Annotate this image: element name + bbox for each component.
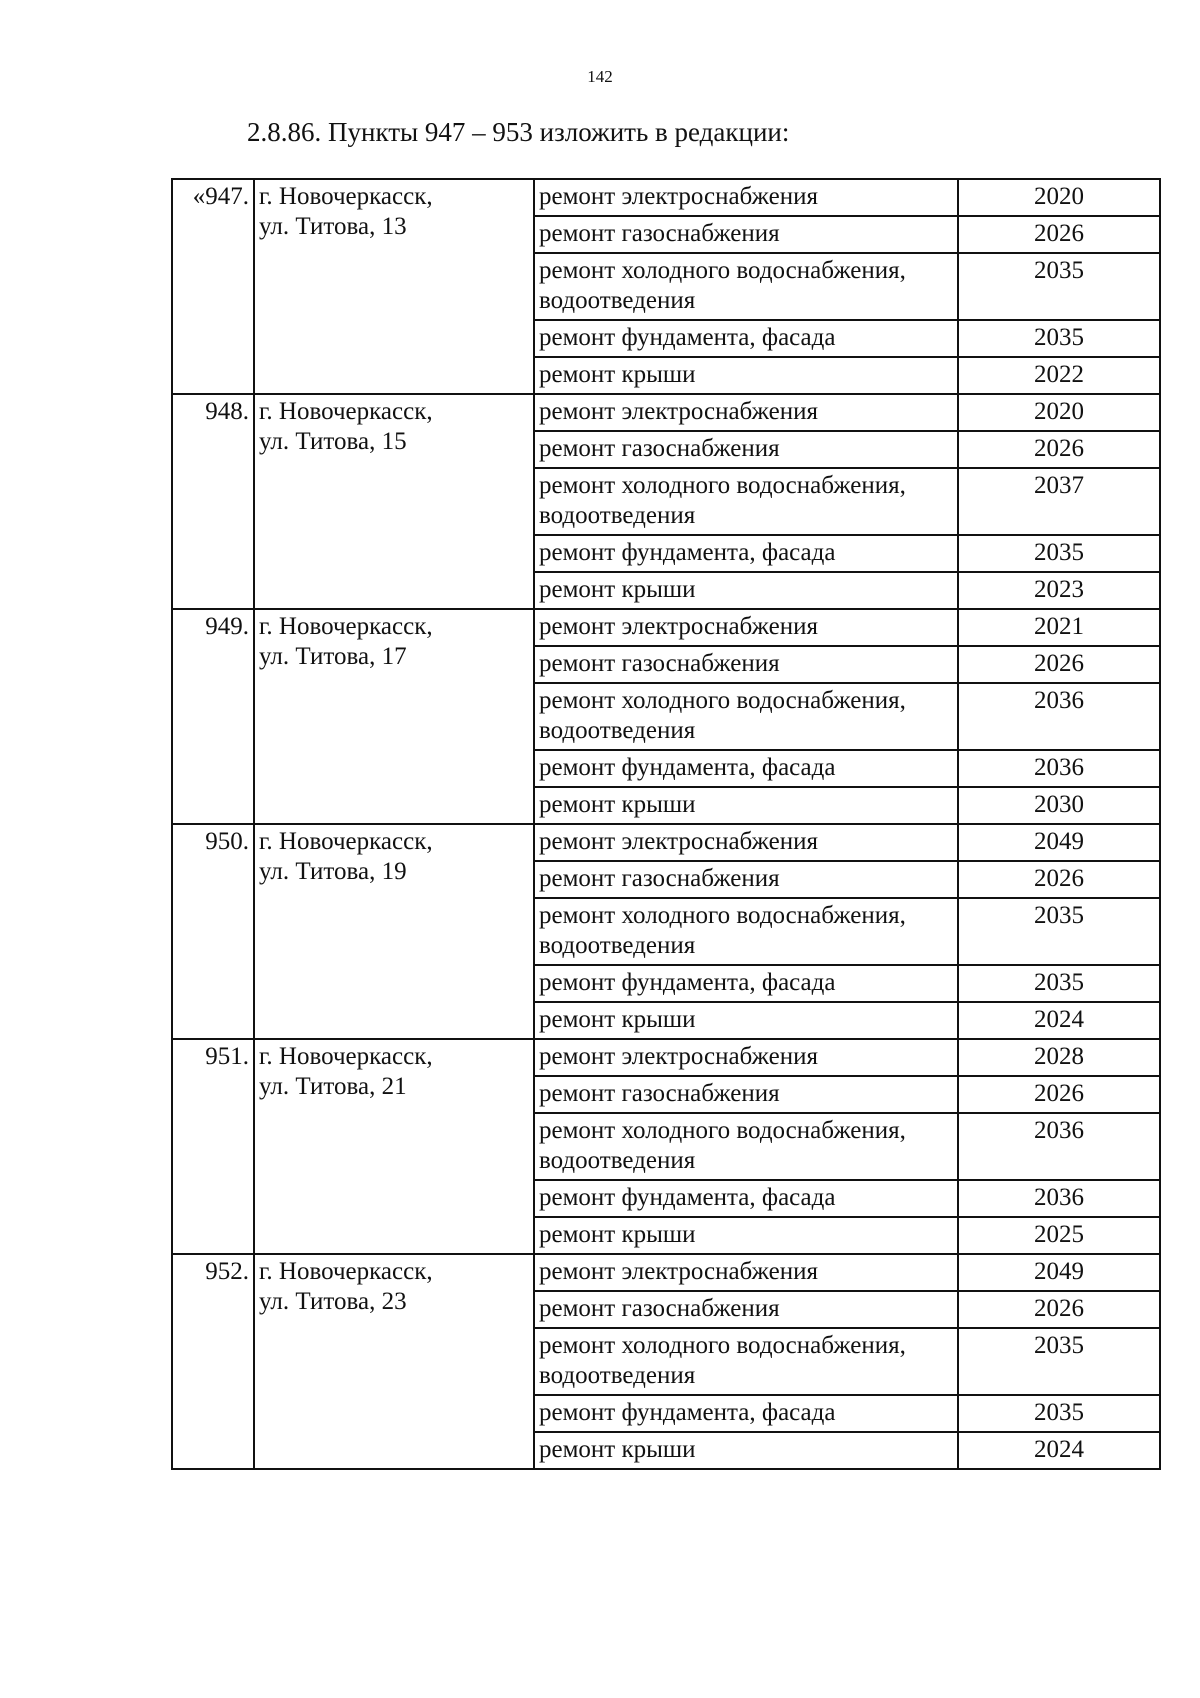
item-number: 952.: [172, 1254, 254, 1469]
work-year: 2023: [958, 572, 1160, 609]
item-address: [254, 609, 534, 824]
table-body: [172, 179, 1160, 1469]
address-city: г. Новочеркасск,: [259, 828, 433, 855]
work-year: 2035: [958, 320, 1160, 357]
work-type: ремонт фундамента, фасада: [534, 1395, 958, 1432]
work-year: 2024: [958, 1002, 1160, 1039]
work-type: ремонт холодного водоснабжения, водоотведения: [534, 1328, 958, 1395]
work-year: 2035: [958, 898, 1160, 965]
work-type: ремонт крыши: [534, 572, 958, 609]
work-year: 2049: [958, 1254, 1160, 1291]
work-year: 2026: [958, 646, 1160, 683]
work-type: ремонт электроснабжения: [534, 1254, 958, 1291]
work-type: ремонт холодного водоснабжения, водоотведения: [534, 468, 958, 535]
address-street: ул. Титова, 17: [259, 643, 407, 670]
work-year: 2037: [958, 468, 1160, 535]
work-year: 2035: [958, 965, 1160, 1002]
work-type: ремонт крыши: [534, 357, 958, 394]
address-city: г. Новочеркасск,: [259, 613, 433, 640]
address-city: г. Новочеркасск,: [259, 398, 433, 425]
address-street: ул. Титова, 21: [259, 1073, 407, 1100]
work-type: ремонт холодного водоснабжения, водоотведения: [534, 253, 958, 320]
work-type: ремонт газоснабжения: [534, 861, 958, 898]
item-address: [254, 1254, 534, 1469]
address-street: ул. Титова, 13: [259, 213, 407, 240]
address-city: г. Новочеркасск,: [259, 1258, 433, 1285]
item-number: «947.: [172, 179, 254, 394]
table-row: [172, 179, 1160, 216]
table-row: [172, 394, 1160, 431]
work-type: ремонт крыши: [534, 787, 958, 824]
table-row: [172, 1254, 1160, 1291]
work-year: 2022: [958, 357, 1160, 394]
page-number: 142: [587, 67, 613, 86]
address-city: г. Новочеркасск,: [259, 1043, 433, 1070]
address-street: ул. Титова, 23: [259, 1288, 407, 1315]
work-type: ремонт холодного водоснабжения, водоотведения: [534, 683, 958, 750]
work-year: 2020: [958, 394, 1160, 431]
work-type: ремонт газоснабжения: [534, 1291, 958, 1328]
table-row: [172, 824, 1160, 861]
work-year: 2021: [958, 609, 1160, 646]
item-number: 950.: [172, 824, 254, 1039]
work-type: ремонт холодного водоснабжения, водоотведения: [534, 1113, 958, 1180]
work-type: ремонт газоснабжения: [534, 216, 958, 253]
item-address: [254, 1039, 534, 1254]
work-type: ремонт фундамента, фасада: [534, 1180, 958, 1217]
table-row: [172, 1039, 1160, 1076]
item-number: 948.: [172, 394, 254, 609]
work-year: 2049: [958, 824, 1160, 861]
work-year: 2035: [958, 1328, 1160, 1395]
work-year: 2030: [958, 787, 1160, 824]
work-type: ремонт фундамента, фасада: [534, 750, 958, 787]
work-year: 2036: [958, 683, 1160, 750]
work-type: ремонт электроснабжения: [534, 394, 958, 431]
work-type: ремонт газоснабжения: [534, 1076, 958, 1113]
work-type: ремонт холодного водоснабжения, водоотведения: [534, 898, 958, 965]
work-year: 2035: [958, 1395, 1160, 1432]
address-street: ул. Титова, 19: [259, 858, 407, 885]
work-type: ремонт газоснабжения: [534, 646, 958, 683]
section-heading: 2.8.86. Пункты 947 – 953 изложить в редакции:: [247, 117, 790, 147]
work-type: ремонт электроснабжения: [534, 824, 958, 861]
work-type: ремонт фундамента, фасада: [534, 965, 958, 1002]
work-type: ремонт электроснабжения: [534, 179, 958, 216]
work-type: ремонт фундамента, фасада: [534, 535, 958, 572]
work-year: 2036: [958, 1113, 1160, 1180]
work-type: ремонт газоснабжения: [534, 431, 958, 468]
work-year: 2036: [958, 750, 1160, 787]
work-year: 2025: [958, 1217, 1160, 1254]
work-year: 2026: [958, 431, 1160, 468]
repair-schedule-table: [171, 178, 1161, 1470]
work-type: ремонт электроснабжения: [534, 1039, 958, 1076]
address-city: г. Новочеркасск,: [259, 183, 433, 210]
item-address: [254, 179, 534, 394]
work-year: 2036: [958, 1180, 1160, 1217]
table-row: [172, 609, 1160, 646]
work-type: ремонт крыши: [534, 1432, 958, 1469]
work-type: ремонт электроснабжения: [534, 609, 958, 646]
work-year: 2035: [958, 253, 1160, 320]
work-year: 2035: [958, 535, 1160, 572]
item-number: 951.: [172, 1039, 254, 1254]
work-year: 2024: [958, 1432, 1160, 1469]
work-type: ремонт крыши: [534, 1002, 958, 1039]
work-year: 2026: [958, 216, 1160, 253]
work-year: 2020: [958, 179, 1160, 216]
item-address: [254, 824, 534, 1039]
work-year: 2026: [958, 1076, 1160, 1113]
work-type: ремонт фундамента, фасада: [534, 320, 958, 357]
item-address: [254, 394, 534, 609]
work-year: 2026: [958, 861, 1160, 898]
work-year: 2026: [958, 1291, 1160, 1328]
address-street: ул. Титова, 15: [259, 428, 407, 455]
item-number: 949.: [172, 609, 254, 824]
work-type: ремонт крыши: [534, 1217, 958, 1254]
work-year: 2028: [958, 1039, 1160, 1076]
